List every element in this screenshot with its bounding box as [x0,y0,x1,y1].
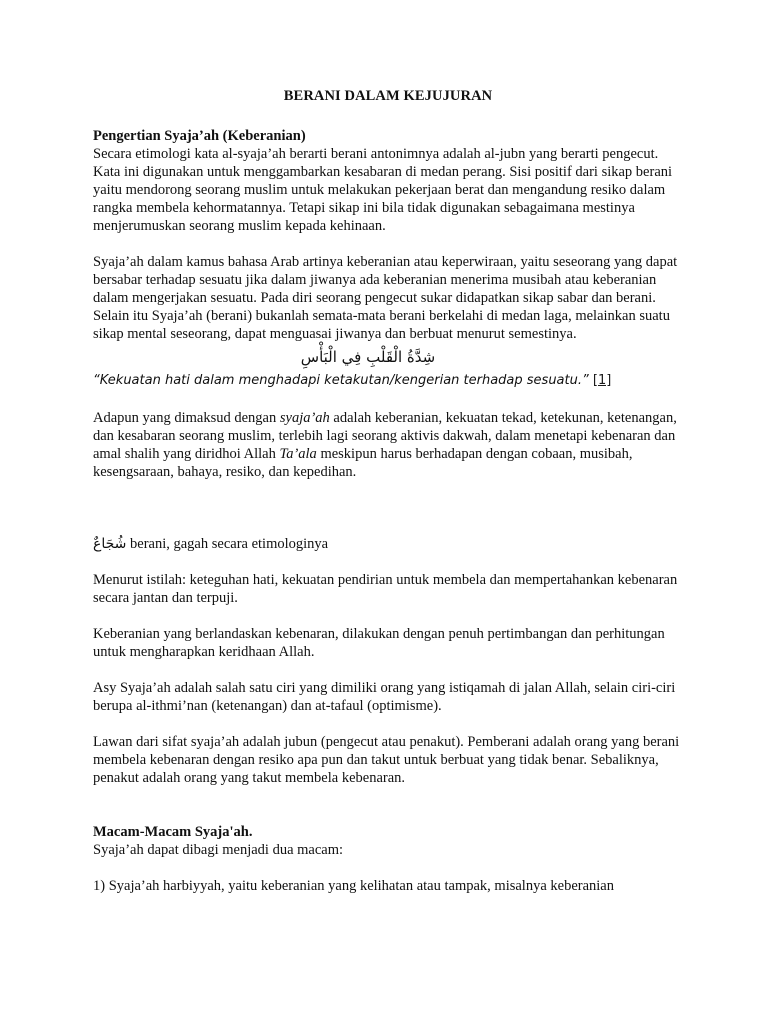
spacer [93,715,683,733]
spacer [93,607,683,625]
text-segment: Adapun yang dimaksud dengan [93,410,280,426]
section-heading-macam: Macam-Macam Syaja'ah. [93,824,253,840]
italic-term-taala: Ta’ala [279,446,317,462]
paragraph-macam-intro: Syaja’ah dapat dibagi menjadi dua macam: [93,842,344,858]
section-heading-pengertian: Pengertian Syaja’ah (Keberanian) [93,128,306,144]
spacer [93,859,683,877]
arabic-word-syujaa: شُجَاعٌ [93,536,127,552]
text-segment: meskipun harus berhadapan dengan cobaan, musibah, kesengsaraan, bahaya, resiko, dan kepedihan. [93,446,633,480]
paragraph-syajaah-definition [93,409,683,481]
paragraph-lawan: Lawan dari sifat syaja’ah adalah jubun (pengecut atau penakut). Pemberani adalah orang yang berani membela kebenaran dengan resiko apa pun dan takut untuk berbuat yang tidak benar. Sebaliknya, penakut adalah orang yang takut membela kebenaran. [93,734,680,786]
spacer [93,661,683,679]
text-segment: berani, gagah secara etimologinya [126,536,329,552]
spacer [93,481,683,535]
spacer [93,391,683,409]
arabic-verse: شِدَّةُ الْقَلْبِ فِي الْبَأْسِ [300,348,436,366]
paragraph-etimologi-arab [93,535,683,553]
paragraph-kamus-arab: Syaja’ah dalam kamus bahasa Arab artinya keberanian atau keperwiraan, yaitu seseorang yang dapat bersabar terhadap sesuatu jika dalam jiwanya ada keberanian menerima musibah atau keberanian dalam mengerjakan sesuatu. Pada diri seorang pengecut sukar didapatkan sikap sabar dan berani. Selain itu Syaja’ah (berani) bukanlah semata-mata berani berkelahi di medan laga, melainkan suatu sikap mental seseorang, dapat menguasai jiwanya dan berbuat menurut semestinya. [93,254,678,342]
document-page [93,88,683,895]
text-segment: adalah keberanian, kekuatan tekad, ketekunan, ketenangan, dan kesabaran seorang muslim, terlebih lagi seorang aktivis dakwah, dalam menetapi kebenaran dan amal shalih yang diridhoi Allah [93,410,677,462]
paragraph-istilah: Menurut istilah: keteguhan hati, kekuatan pendirian untuk membela dan mempertahankan kebenaran secara jantan dan terpuji. [93,572,678,606]
paragraph-ciri: Asy Syaja’ah adalah salah satu ciri yang dimiliki orang yang istiqamah di jalan Allah, selain ciri-ciri berupa al-ithmi’nan (ketenangan) dan at-tafaul (optimisme). [93,680,676,714]
spacer [93,787,683,823]
italic-term-syajaah: syaja’ah [279,410,330,426]
quote-translation [93,371,683,391]
footnote-link[interactable]: [1] [592,373,612,388]
spacer [93,553,683,571]
spacer [93,235,683,253]
document-title: BERANI DALAM KEJUJURAN [283,88,493,104]
quote-text: “Kekuatan hati dalam menghadapi ketakutan/kengerian terhadap sesuatu.” [93,373,589,388]
list-item-harbiyyah: 1) Syaja’ah harbiyyah, yaitu keberanian yang kelihatan atau tampak, misalnya keberanian [93,878,614,894]
paragraph-landasan: Keberanian yang berlandaskan kebenaran, dilakukan dengan penuh pertimbangan dan perhitungan untuk mengharapkan keridhaan Allah. [93,626,665,660]
paragraph-etimologi: Secara etimologi kata al-syaja’ah berarti berani antonimnya adalah al-jubn yang berarti pengecut. Kata ini digunakan untuk menggambarkan kesabaran di medan perang. Sisi positif dari sikap berani yaitu mendorong seorang muslim untuk melakukan pekerjaan berat dan mengandung resiko dalam rangka membela kehormatannya. Tetapi sikap ini bila tidak digunakan sebagaimana mestinya menjerumuskan seorang muslim kepada kehinaan. [93,146,673,234]
